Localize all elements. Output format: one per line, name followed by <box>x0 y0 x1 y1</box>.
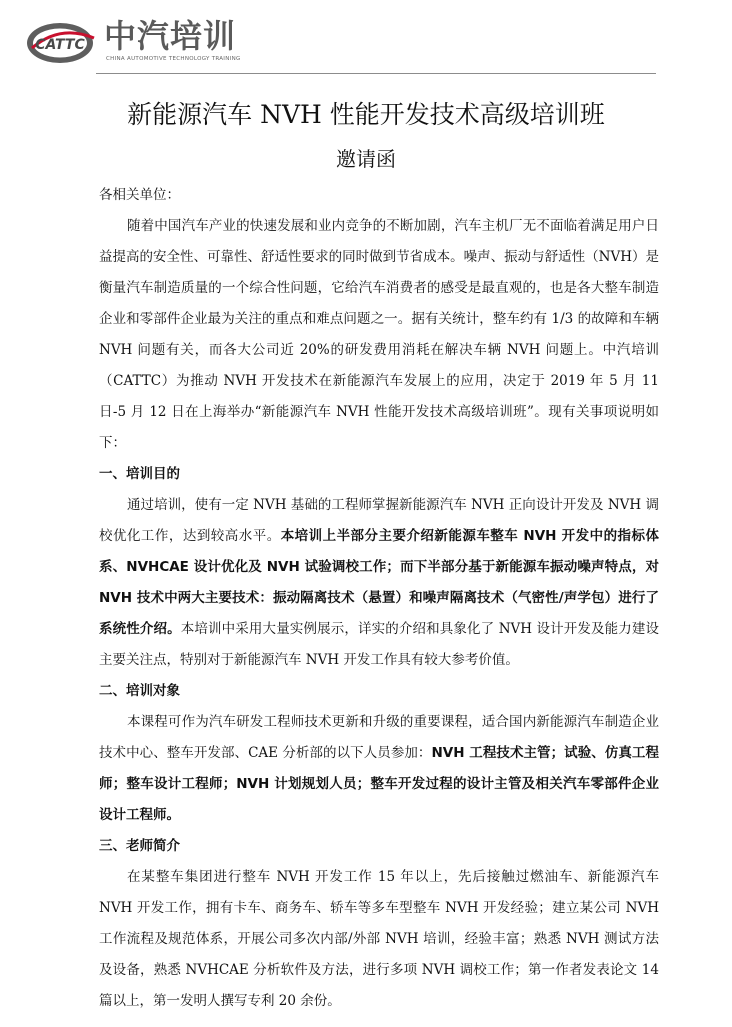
purpose-bold-text: 本培训上半部分主要介绍新能源车整车 NVH 开发中的指标体系、NVHCAE 设计优化及 NVH 试验调校工作；而下半部分基于新能源车振动噪声特点，对 NVH 技术中两大主要技术：振动隔离技术（悬置）和噪声隔离技术（气密性/声学包）进行了系统性介绍。 <box>99 528 660 637</box>
salutation: 各相关单位： <box>99 187 180 203</box>
audience-paragraph <box>99 707 659 831</box>
document-title: 新能源汽车 NVH 性能开发技术高级培训班 <box>127 100 605 129</box>
brand-subtitle: CHINA AUTOMOTIVE TECHNOLOGY TRAINING <box>106 56 241 62</box>
page-header <box>24 14 664 64</box>
brand-name: 中汽培训 <box>104 17 237 55</box>
section-heading-purpose: 一、培训目的 <box>99 466 180 482</box>
document-subtitle: 邀请函 <box>336 147 396 171</box>
purpose-paragraph <box>99 490 659 676</box>
intro-paragraph: 随着中国汽车产业的快速发展和业内竞争的不断加剧，汽车主机厂无不面临着满足用户日益提高的安全性、可靠性、舒适性要求的同时做到节省成本。噪声、振动与舒适性（NVH）是衡量汽车制造质量的一个综合性问题，它给汽车消费者的感受是最直观的，也是各大整车制造企业和零部件企业最为关注的重点和难点问题之一。据有关统计，整车约有 1/3 的故障和车辆 NVH 问题有关，而各大公司近 20%的研发费用消耗在解决车辆 NVH 问题上。中汽培训（CATTC）为推动 NVH 开发技术在新能源汽车发展上的应用，决定于 2019 年 5 月 11 日-5 月 12 日在上海举办“新能源汽车 NVH 性能开发技术高级培训班”。现有关事项说明如下： <box>99 218 659 451</box>
audience-bold-text: NVH 工程技术主管；试验、仿真工程师；整车设计工程师；NVH 计划规划人员；整车开发过程的设计主管及相关汽车零部件企业设计工程师。 <box>99 745 659 823</box>
section-heading-audience: 二、培训对象 <box>99 683 180 699</box>
audience-text-1: 本课程可作为汽车研发工程师技术更新和升级的重要课程，适合国内新能源汽车制造企业技术中心、整车开发部、CAE 分析部的以下人员参加： <box>99 714 659 761</box>
purpose-text-1: 通过培训，使有一定 NVH 基础的工程师掌握新能源汽车 NVH 正向设计开发及 NVH 调校优化工作，达到较高水平。 <box>99 497 659 544</box>
cattc-logo-icon <box>24 18 100 66</box>
purpose-text-2: 本培训中采用大量实例展示，详实的介绍和具象化了 NVH 设计开发及能力建设主要关注点，特别对于新能源汽车 NVH 开发工作具有较大参考价值。 <box>99 621 659 668</box>
section-heading-teacher: 三、老师简介 <box>99 838 180 854</box>
header-divider <box>96 73 656 74</box>
document-body <box>99 180 659 1017</box>
teacher-paragraph: 在某整车集团进行整车 NVH 开发工作 15 年以上，先后接触过燃油车、新能源汽车 NVH 开发工作，拥有卡车、商务车、轿车等多车型整车 NVH 开发经验；建立某公司 NVH 工作流程及规范体系，开展公司多次内部/外部 NVH 培训，经验丰富；熟悉 NVH 测试方法及设备，熟悉 NVHCAE 分析软件及方法，进行多项 NVH 调校工作；第一作者发表论文 14 篇以上，第一发明人撰写专利 20 余份。 <box>99 869 659 1009</box>
logo-text: CATTC <box>35 37 85 53</box>
